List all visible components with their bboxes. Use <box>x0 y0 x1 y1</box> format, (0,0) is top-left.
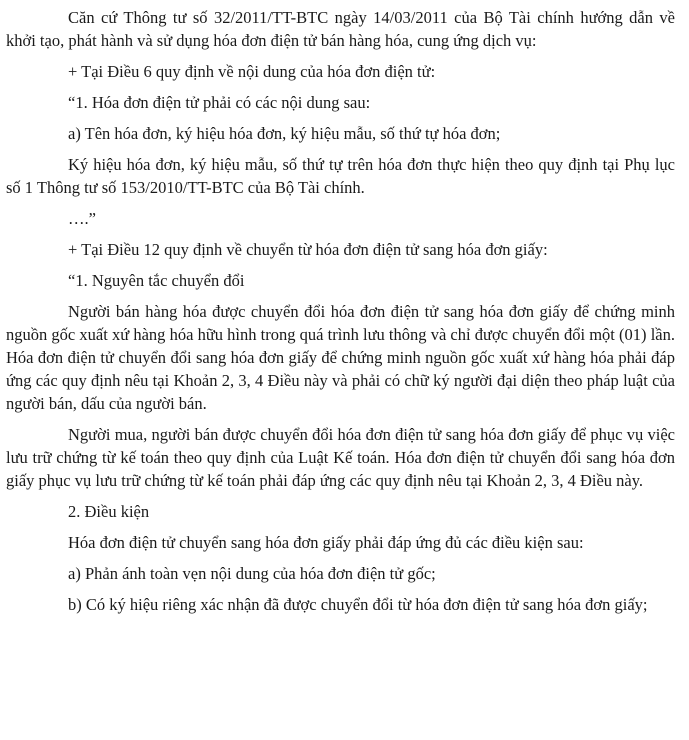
seller-conversion-paragraph: Người bán hàng hóa được chuyển đổi hóa đơn điện tử sang hóa đơn giấy để chứng minh nguồn gốc xuất xứ hàng hóa hữu hình trong quá trình lưu thông và chỉ được chuyển đổi một (01) lần. Hóa đơn điện tử chuyển đổi sang hóa đơn giấy để chứng minh nguồn gốc xuất xứ hàng hóa phải đáp ứng các quy định nêu tại Khoản 2, 3, 4 Điều này và phải có chữ ký người đại diện theo pháp luật của người bán, dấu của người bán. <box>6 302 675 413</box>
article-6-symbol-note: Ký hiệu hóa đơn, ký hiệu mẫu, số thứ tự trên hóa đơn thực hiện theo quy định tại Phụ lục số 1 Thông tư số 153/2010/TT-BTC của Bộ Tài chính. <box>6 155 675 197</box>
article-6-point-a: a) Tên hóa đơn, ký hiệu hóa đơn, ký hiệu mẫu, số thứ tự hóa đơn; <box>68 124 501 143</box>
ellipsis-line: ….” <box>68 209 96 228</box>
conditions-intro: Hóa đơn điện tử chuyển sang hóa đơn giấy phải đáp ứng đủ các điều kiện sau: <box>68 533 584 552</box>
article-12-heading: + Tại Điều 12 quy định về chuyển từ hóa đơn điện tử sang hóa đơn giấy: <box>68 240 548 259</box>
article-12-clause-2-title: 2. Điều kiện <box>68 502 150 521</box>
article-6-clause-1: “1. Hóa đơn điện tử phải có các nội dung sau: <box>68 93 371 112</box>
condition-b: b) Có ký hiệu riêng xác nhận đã được chuyển đổi từ hóa đơn điện tử sang hóa đơn giấy; <box>68 595 648 614</box>
article-6-heading: + Tại Điều 6 quy định về nội dung của hóa đơn điện tử: <box>68 62 436 81</box>
condition-a: a) Phản ánh toàn vẹn nội dung của hóa đơn điện tử gốc; <box>68 564 436 583</box>
intro-paragraph: Căn cứ Thông tư số 32/2011/TT-BTC ngày 14/03/2011 của Bộ Tài chính hướng dẫn về khởi tạo, phát hành và sử dụng hóa đơn điện tử bán hàng hóa, cung ứng dịch vụ: <box>6 8 675 50</box>
article-12-clause-1-title: “1. Nguyên tắc chuyển đổi <box>68 271 245 290</box>
buyer-seller-archive-paragraph: Người mua, người bán được chuyển đổi hóa đơn điện tử sang hóa đơn giấy để phục vụ việc lưu trữ chứng từ kế toán theo quy định của Luật Kế toán. Hóa đơn điện tử chuyển đổi sang hóa đơn giấy phục vụ lưu trữ chứng từ kế toán phải đáp ứng các quy định nêu tại Khoản 2, 3, 4 Điều này. <box>6 425 675 490</box>
